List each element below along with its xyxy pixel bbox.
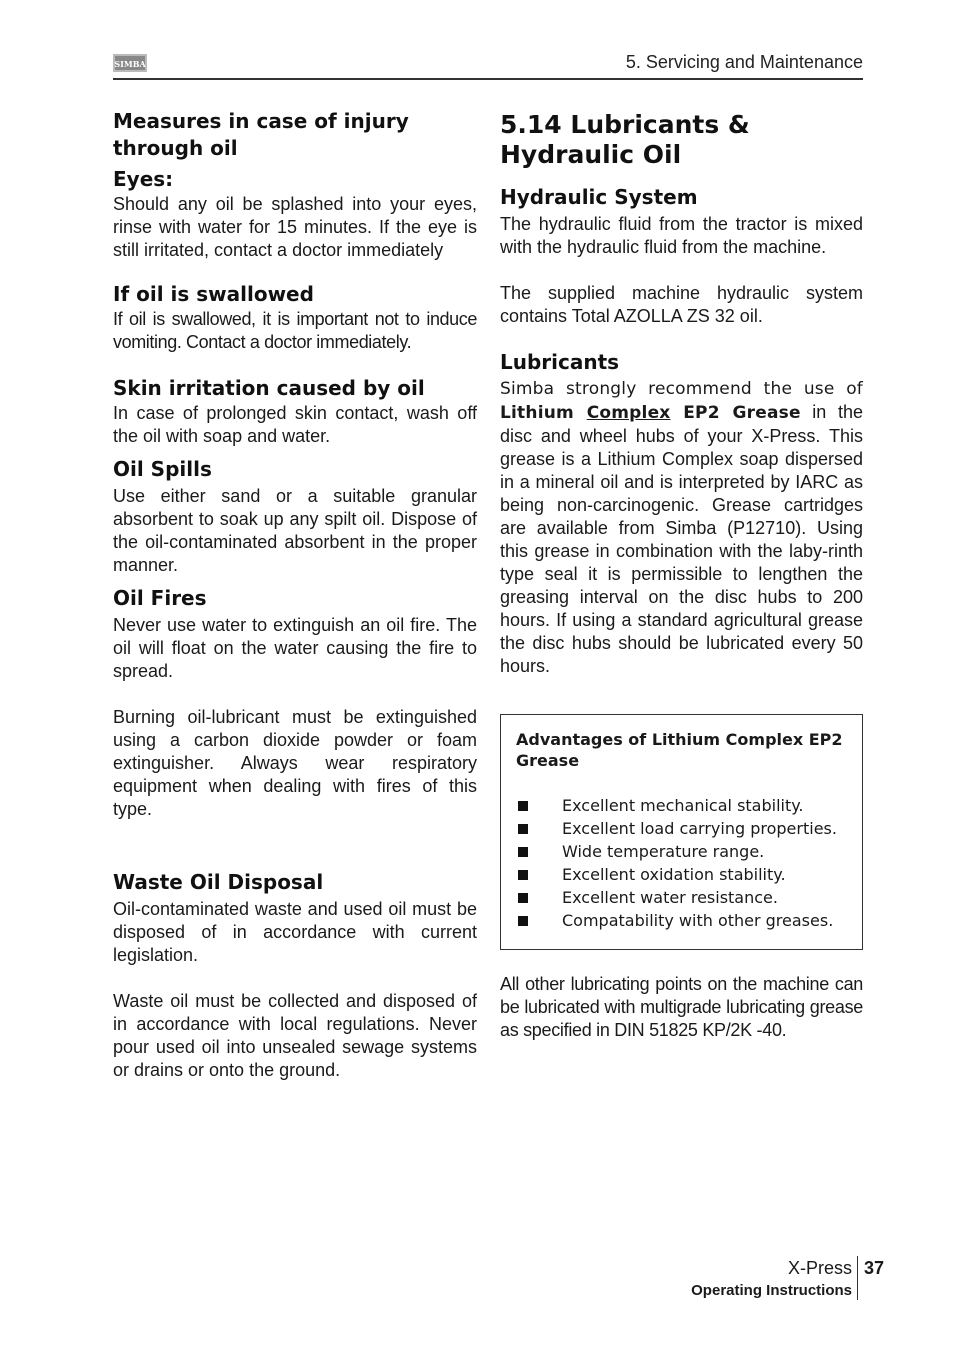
advantages-title: Advantages of Lithium Complex EP2 Grease <box>516 730 843 770</box>
section-title: 5. Servicing and Maintenance <box>625 52 863 72</box>
waste-heading: Waste Oil Disposal <box>113 870 324 894</box>
lub-rest: in the disc and wheel hubs of your X-Press. This grease is a Lithium Complex soap dispersed in a mineral oil and is interpreted by IARC as being non-carcinogenic. Grease cartridges are available from Simba (P12710). Using this grease in combination with the laby-rinth type seal it is permissible to lengthen the greasing interval on the disc hubs to 200 hours. If using a standard agricultural grease the disc hubs should be lubricated every 50 hours. <box>500 402 863 676</box>
page-footer <box>658 1256 858 1301</box>
list-item: Excellent oxidation stability. <box>516 863 837 886</box>
skin-heading: Skin irritation caused by oil <box>113 376 425 400</box>
lubricants-text <box>500 377 863 678</box>
after-box-text: All other lubricating points on the machine can be lubricated with multigrade lubricating grease as specified in DIN 51825 KP/2K -40. <box>500 974 863 1040</box>
svg-text:SIMBA: SIMBA <box>114 59 146 69</box>
simba-logo <box>113 54 147 72</box>
square-bullet-icon <box>518 847 528 857</box>
list-item: Compatability with other greases. <box>516 909 837 932</box>
eyes-text: Should any oil be splashed into your eyes, rinse with water for 15 minutes. If the eye is still irritated, contact a doctor immediately <box>113 194 477 260</box>
hydraulic-heading: Hydraulic System <box>500 185 698 209</box>
list-item: Wide temperature range. <box>516 840 837 863</box>
hydraulic-text-2: The supplied machine hydraulic system contains Total AZOLLA ZS 32 oil. <box>500 283 863 326</box>
footer-product: X-Press <box>787 1258 852 1278</box>
square-bullet-icon <box>518 801 528 811</box>
fires-text-1: Never use water to extinguish an oil fire. The oil will float on the water causing the fire to spread. <box>113 615 477 681</box>
square-bullet-icon <box>518 916 528 926</box>
waste-text-1: Oil-contaminated waste and used oil must be disposed of in accordance with current legislation. <box>113 899 477 965</box>
fires-text-2: Burning oil-lubricant must be extinguished using a carbon dioxide powder or foam extinguisher. Always wear respiratory equipment when dealing with fires of this type. <box>113 707 477 819</box>
swallowed-heading: If oil is swallowed <box>113 282 314 306</box>
advantages-box <box>500 714 863 950</box>
waste-text-2: Waste oil must be collected and disposed of in accordance with local regulations. Never pour used oil into unsealed sewage systems or drains or onto the ground. <box>113 991 477 1080</box>
list-item: Excellent load carrying properties. <box>516 817 837 840</box>
lubricants-heading: Lubricants <box>500 350 620 374</box>
eyes-heading: Eyes: <box>113 167 174 191</box>
skin-text: In case of prolonged skin contact, wash off the oil with soap and water. <box>113 403 477 446</box>
swallowed-text: If oil is swallowed, it is important not to induce vomiting. Contact a doctor immediately. <box>113 309 477 352</box>
left-column <box>113 108 477 1082</box>
square-bullet-icon <box>518 893 528 903</box>
lub-intro: Simba strongly recommend the use of <box>500 379 863 399</box>
after-box-text-block <box>500 973 863 1042</box>
page-header <box>113 48 863 80</box>
spills-text: Use either sand or a suitable granular absorbent to soak up any spilt oil. Dispose of the oil-contaminated absorbent in the proper manner. <box>113 486 477 575</box>
main-heading: 5.14 Lubricants & Hydraulic Oil <box>500 110 750 169</box>
square-bullet-icon <box>518 824 528 834</box>
footer-divider <box>857 1256 859 1300</box>
footer-doc-title: Operating Instructions <box>691 1282 852 1299</box>
list-item: Excellent mechanical stability. <box>516 794 837 817</box>
advantages-list <box>516 794 837 932</box>
right-column <box>500 110 863 678</box>
lub-bold-2: EP2 Grease <box>670 403 801 423</box>
fires-heading: Oil Fires <box>113 586 207 610</box>
spills-heading: Oil Spills <box>113 457 212 481</box>
lub-bold-1: Lithium <box>500 403 587 423</box>
square-bullet-icon <box>518 870 528 880</box>
hydraulic-text-1: The hydraulic fluid from the tractor is mixed with the hydraulic fluid from the machine. <box>500 214 863 257</box>
lub-bold-underline: Complex <box>586 403 671 423</box>
list-item: Excellent water resistance. <box>516 886 837 909</box>
injury-heading: Measures in case of injury through oil <box>113 109 409 160</box>
page-number: 37 <box>864 1258 885 1278</box>
